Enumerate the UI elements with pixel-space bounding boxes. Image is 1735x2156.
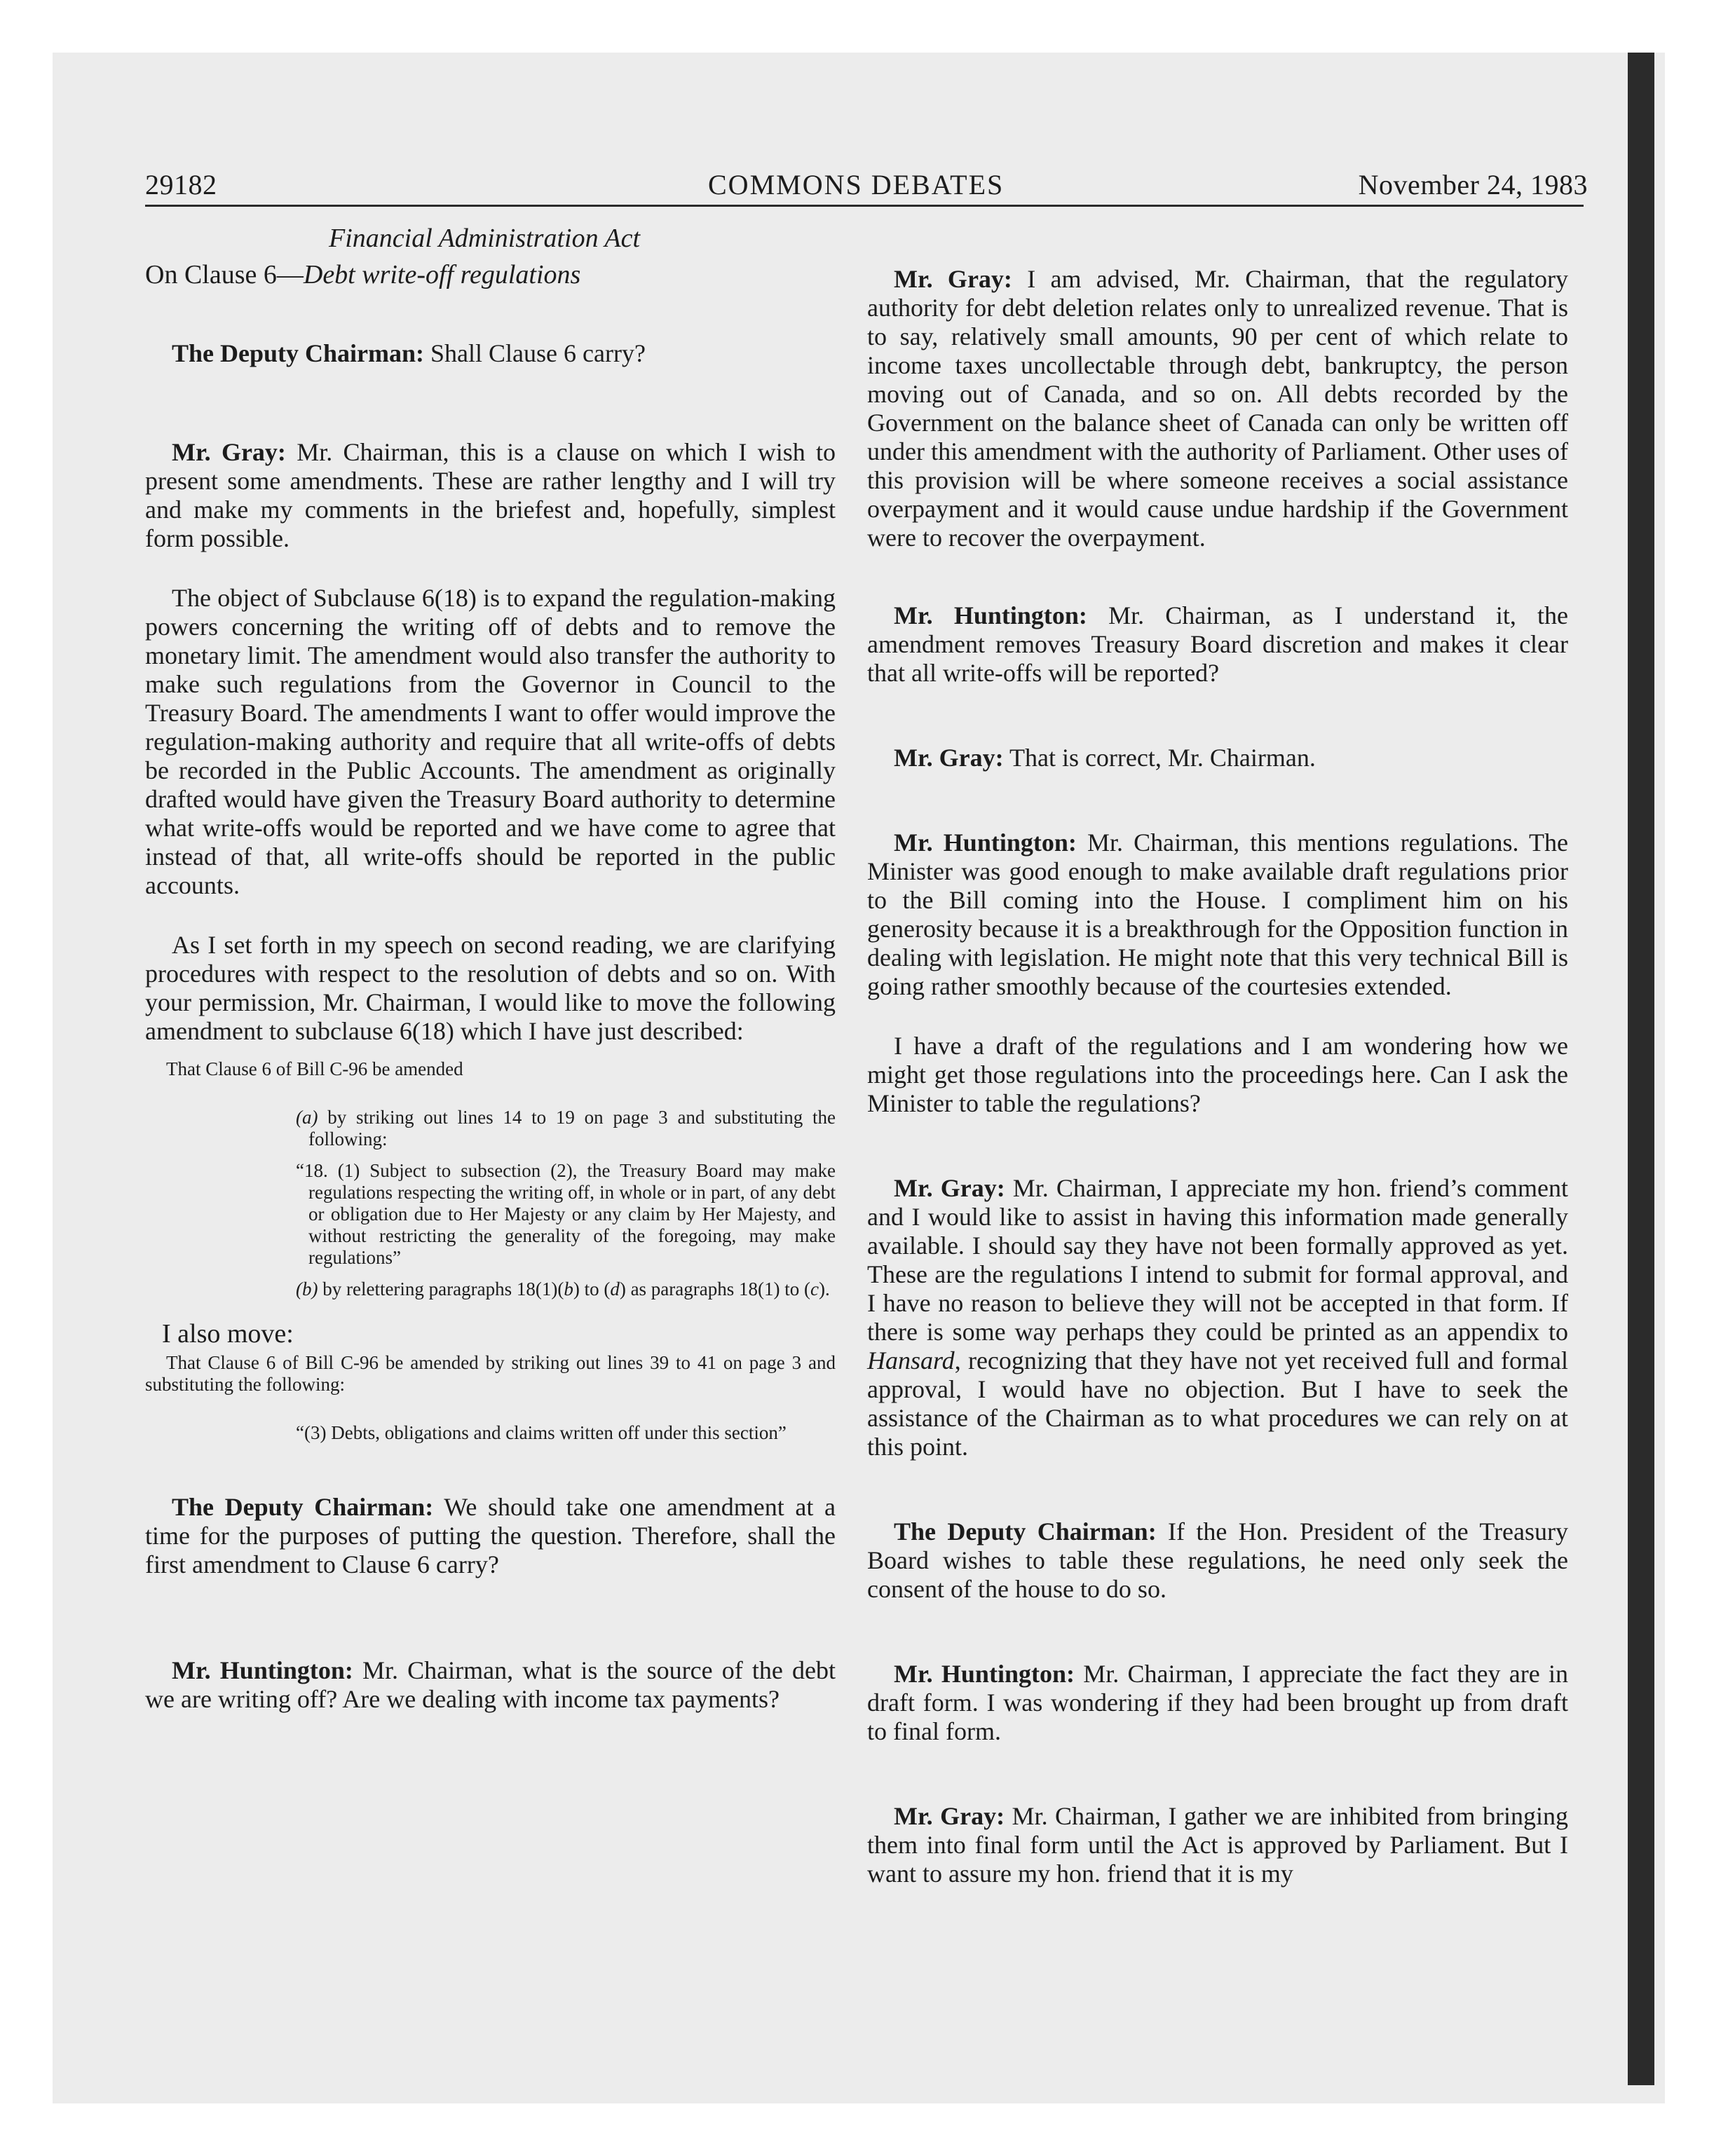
hansard-italic: Hansard — [867, 1346, 955, 1374]
paragraph-text: , recognizing that they have not yet received full and formal approval, I would have no objection. But I have to seek the assistance of the Chairman as to what procedures we can rely on at this point. — [867, 1346, 1568, 1461]
paragraph-text: Shall Clause 6 carry? — [424, 339, 646, 367]
paragraph-huntington-4: I have a draft of the regulations and I am wondering how we might get those regulations into the proceedings here. Can I ask the Minister to table the regulations? — [867, 1032, 1568, 1117]
amendment-b — [296, 1278, 836, 1300]
paragraph-huntington-3 — [867, 828, 1568, 1001]
amendment-b-italic: c — [810, 1278, 819, 1299]
speaker-name: Mr. Gray: — [894, 265, 1012, 293]
paragraph-huntington-1 — [145, 1656, 836, 1714]
clause-heading — [145, 259, 836, 290]
paragraph-text: Mr. Chairman, this is a clause on which I wish to present some amendments. These are rather lengthy and I will try and make my comments in the briefest and, hopefully, simplest form possible. — [145, 438, 836, 552]
amendment-b-italic: b — [564, 1278, 573, 1299]
amendment-b-text: by relettering paragraphs 18(1)( — [318, 1278, 564, 1299]
paragraph-text: That is correct, Mr. Chairman. — [1003, 744, 1316, 772]
paragraph-gray-4 — [867, 265, 1568, 552]
also-move: I also move: — [162, 1319, 294, 1349]
speaker-name: Mr. Gray: — [172, 438, 286, 466]
paragraph-text: We should take one amendment at a time for the purposes of putting the question. Therefore, shall the first amendment to Clause 6 carry? — [145, 1493, 836, 1578]
paragraph-text: Mr. Chairman, what is the source of the debt we are writing off? Are we dealing with income tax payments? — [145, 1656, 836, 1713]
paragraph-text: Mr. Chairman, as I understand it, the amendment removes Treasury Board discretion and makes it clear that all write-offs will be reported? — [867, 601, 1568, 687]
paragraph-text: If the Hon. President of the Treasury Board wishes to table these regulations, he need only seek the consent of the house to do so. — [867, 1517, 1568, 1603]
page-date: November 24, 1983 — [1358, 169, 1588, 200]
paragraph-gray-1 — [145, 438, 836, 553]
paragraph-deputy-chairman-2 — [145, 1493, 836, 1579]
amendment-b-text: ). — [818, 1278, 830, 1299]
speaker-name: Mr. Gray: — [894, 1802, 1005, 1830]
paragraph-huntington-2 — [867, 601, 1568, 688]
speaker-name: Mr. Huntington: — [172, 1656, 353, 1684]
paragraph-gray-6 — [867, 1174, 1568, 1461]
speaker-name: Mr. Huntington: — [894, 601, 1087, 629]
paragraph-deputy-chairman-1 — [145, 339, 836, 368]
publication-title: COMMONS DEBATES — [708, 169, 1005, 200]
paragraph-gray-5 — [867, 744, 1568, 772]
speaker-name: Mr. Huntington: — [894, 1660, 1075, 1688]
motion-1: That Clause 6 of Bill C-96 be amended — [166, 1058, 463, 1079]
paragraph-text: Mr. Chairman, I gather we are inhibited from bringing them into final form until the Act is approved by Parliament. But I want to assure my hon. friend that it is my — [867, 1802, 1569, 1888]
paragraph-gray-3: As I set forth in my speech on second reading, we are clarifying procedures with respect to the resolution of debts and so on. With your permission, Mr. Chairman, I would like to move the following amendment to subclause 6(18) which I have just described: — [145, 931, 836, 1045]
paragraph-gray-7 — [867, 1802, 1568, 1888]
amendment-a — [296, 1107, 836, 1150]
paragraph-deputy-chairman-3 — [867, 1517, 1568, 1604]
speaker-name: The Deputy Chairman: — [894, 1517, 1157, 1546]
right-column — [867, 223, 1568, 1888]
amendment-b-label: (b) — [296, 1278, 318, 1299]
act-title: Financial Administration Act — [329, 224, 641, 253]
motion-2: That Clause 6 of Bill C-96 be amended by striking out lines 39 to 41 on page 3 and substituting the following: — [145, 1352, 836, 1395]
binding-edge-shadow — [1628, 53, 1654, 2085]
amendment-a-label: (a) — [296, 1107, 318, 1128]
left-column — [145, 223, 836, 1714]
speaker-name: Mr. Huntington: — [894, 828, 1077, 857]
speaker-name: Mr. Gray: — [894, 744, 1004, 772]
speaker-name: The Deputy Chairman: — [172, 1493, 434, 1521]
paragraph-text: I am advised, Mr. Chairman, that the regulatory authority for debt deletion relates only to unrealized revenue. That is to say, relatively small amounts, 90 per cent of which relate to income taxes uncollectable through debt, bankruptcy, the person moving out of Canada, and so on. All debts recorded by the Government on the balance sheet of Canada can only be written off under this amendment with the authority of Parliament. Other uses of this provision will be where someone receives a social assistance overpayment and it would cause undue hardship if the Government were to recover the overpayment. — [867, 265, 1568, 552]
page-number: 29182 — [145, 169, 217, 200]
speaker-name: Mr. Gray: — [894, 1174, 1005, 1202]
amendment-a-text: by striking out lines 14 to 19 on page 3 and substituting the following: — [308, 1107, 836, 1149]
paragraph-text: Mr. Chairman, this mentions regulations. The Minister was good enough to make available draft regulations prior to the Bill coming into the House. I compliment him on his generosity because it is a breakthrough for the Opposition function in dealing with legislation. He might note that this very technical Bill is going rather smoothly because of the courtesies extended. — [867, 828, 1568, 1000]
amendment-quote-18: “18. (1) Subject to subsection (2), the Treasury Board may make regulations respecting the writing off, in whole or in part, of any debt or obligation due to Her Majesty or any claim by Her Majesty, and without restricting the generality of the foregoing, may make regulations” — [296, 1160, 836, 1268]
amendment-quote-3: “(3) Debts, obligations and claims written off under this section” — [296, 1422, 787, 1443]
amendment-b-text: ) to ( — [573, 1278, 611, 1299]
speaker-name: The Deputy Chairman: — [172, 339, 425, 367]
paragraph-gray-2: The object of Subclause 6(18) is to expand the regulation-making powers concerning the writing off of debts and to remove the monetary limit. The amendment would also transfer the authority to make such regulations from the Governor in Council to the Treasury Board. The amendments I want to offer would improve the regulation-making authority and require that all write-offs of debts be recorded in the Public Accounts. The amendment as originally drafted would have given the Treasury Board authority to determine what write-offs would be reported and we have come to agree that instead of that, all write-offs should be reported in the public accounts. — [145, 584, 836, 899]
amendment-b-italic: d — [610, 1278, 620, 1299]
paragraph-huntington-5 — [867, 1660, 1568, 1746]
clause-title: Debt write-off regulations — [303, 260, 581, 289]
header-rule — [145, 205, 1584, 207]
paragraph-text: Mr. Chairman, I appreciate my hon. friend’s comment and I would like to assist in having this information made generally available. I should say they have not been formally approved as yet. These are the regulations I intend to submit for formal approval, and I have no reason to believe they will not be accepted in that form. If there is some way perhaps they could be printed as an appendix to — [867, 1174, 1568, 1346]
amendment-b-text: ) as paragraphs 18(1) to ( — [619, 1278, 810, 1299]
paragraph-text: Mr. Chairman, I appreciate the fact they are in draft form. I was wondering if they had been brought up from draft to final form. — [867, 1660, 1568, 1745]
clause-prefix: On Clause 6— — [145, 260, 304, 289]
